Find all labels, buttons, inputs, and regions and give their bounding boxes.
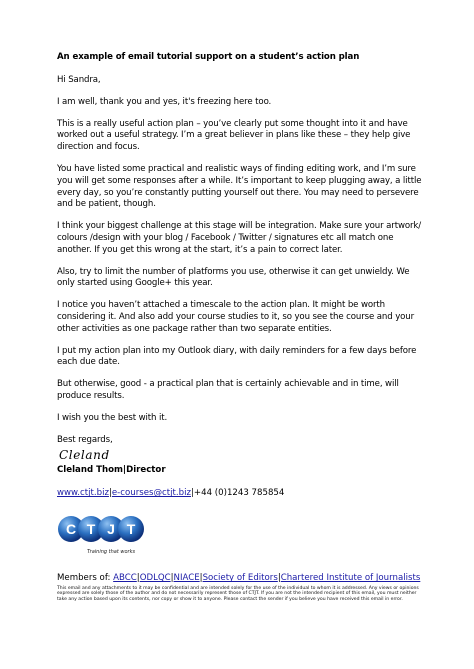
email-document xyxy=(57,52,427,603)
handwritten-signature: Cleland xyxy=(59,448,110,463)
logo-letter: T xyxy=(126,521,136,538)
member-link-ciej[interactable]: Chartered Institute of Journalists xyxy=(280,573,421,584)
document-title: An example of email tutorial support on a student’s action plan xyxy=(57,52,360,62)
member-link-abcc[interactable]: ABCC xyxy=(113,573,137,584)
logo-letter: C xyxy=(65,521,77,538)
signature-name-title: Cleland Thom|Director xyxy=(57,465,166,476)
memberships xyxy=(57,573,427,584)
paragraph-5: Also, try to limit the number of platforms you use, otherwise it can get unwieldy. We only started using Google+ this year. xyxy=(57,266,410,289)
contact-separator: | xyxy=(108,488,112,499)
paragraph-9: I wish you the best with it. xyxy=(57,412,168,423)
members-separator: | xyxy=(170,573,174,584)
ctjt-logo-graphic xyxy=(57,506,147,551)
paragraph-1: I am well, thank you and yes, it's freezing here too. xyxy=(57,96,272,107)
ctjt-logo xyxy=(57,506,147,561)
phone-number: +44 (0)1243 785854 xyxy=(193,488,285,499)
paragraph-7: I put my action plan into my Outlook diary, with daily reminders for a few days before each due date. xyxy=(57,345,417,368)
logo-letter: T xyxy=(86,521,96,538)
website-link[interactable]: www.ctjt.biz xyxy=(57,488,109,499)
paragraph-8: But otherwise, good - a practical plan that is certainly achievable and in time, will produce results. xyxy=(57,379,399,401)
paragraph-4: I think your biggest challenge at this stage will be integration. Make sure your artwork/ colours /design with your blog / Facebook / Twitter / signatures etc all match one another. If you get this wrong at the start, it’s a pain to correct later. xyxy=(57,221,422,255)
contact-line xyxy=(57,488,427,498)
logo-tagline: Training that works xyxy=(87,549,136,556)
closing: Best regards, xyxy=(57,434,113,445)
members-separator: | xyxy=(199,573,203,584)
logo-letter: J xyxy=(107,521,115,538)
paragraph-6: I notice you haven’t attached a timescale to the action plan. It might be worth considering it. And also add your course studies to it, so you see the course and your other activities as one package rather than two separate entities. xyxy=(57,300,415,334)
members-separator: | xyxy=(136,573,140,584)
paragraph-2: This is a really useful action plan – you’ve clearly put some thought into it and have worked out a useful strategy. I’m a great believer in plans like these – they help give direction and focus. xyxy=(57,118,411,153)
members-separator: | xyxy=(277,573,281,584)
email-link[interactable]: e-courses@ctjt.biz xyxy=(111,488,191,499)
email-disclaimer: This email and any attachments to it may be confidential and are intended solely for the use of the individual to whom it is addressed. Any views or opinions expressed are solely those of the author and do not necessarily represent those of CTJT. If you are not the intended recipient of this email, you must neither take any action based upon its contents, nor copy or show it to anyone. Please contact the sender if you believe you have received this email in error. xyxy=(57,585,419,603)
member-link-society-of-editors[interactable]: Society of Editors xyxy=(202,573,278,584)
paragraph-3: You have listed some practical and realistic ways of finding editing work, and I’m sure you will get some responses after a while. It’s important to keep plugging away, a little every day, so you’re constantly putting yourself out there. You may need to persevere and be patient, though. xyxy=(57,163,422,210)
member-link-odlqc[interactable]: ODLQC xyxy=(139,573,171,584)
contact-separator: | xyxy=(191,488,194,499)
greeting: Hi Sandra, xyxy=(57,75,101,85)
members-prefix: Members of: xyxy=(57,573,114,584)
member-link-niace[interactable]: NIACE xyxy=(173,573,200,584)
